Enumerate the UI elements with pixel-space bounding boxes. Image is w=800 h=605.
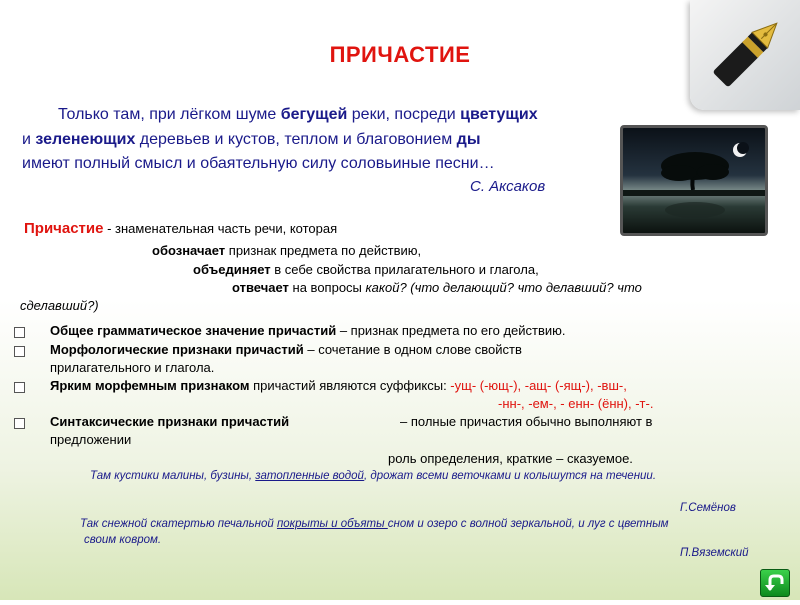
example-text: , дрожат всеми веточками и колышутся на течении.: [363, 470, 657, 482]
quote-participle: бегущей: [280, 106, 348, 123]
feature-morphological-cont: прилагательного и глагола.: [50, 360, 215, 375]
quote-author: С. Аксаков: [470, 178, 546, 195]
checkbox-bullet-icon: [14, 327, 25, 338]
definition-intro: - знаменательная часть речи, которая: [103, 221, 338, 236]
definition-keyword: отвечает: [232, 280, 289, 295]
feature-text: причастий являются суффиксы:: [249, 378, 451, 393]
quote-text: реки, посреди: [347, 106, 461, 123]
feature-text: – сочетание в одном слове свойств: [303, 342, 522, 357]
example-participle: покрыты и объяты: [276, 518, 388, 530]
definition-line-1: [152, 243, 421, 258]
quote-participle: цветущих: [460, 106, 538, 123]
definition-text: признак предмета по действию,: [225, 243, 422, 258]
night-landscape-image: [620, 125, 768, 236]
definition-text: в себе свойства прилагательного и глагола,: [270, 262, 539, 277]
suffix-list: -ущ- (-ющ-), -ащ- (-ящ-), -вш-,: [450, 378, 627, 393]
definition-text: на вопросы: [288, 280, 366, 295]
return-arrow-icon[interactable]: [760, 569, 790, 597]
feature-heading: Ярким морфемным признаком: [50, 378, 250, 393]
definition-questions: сделавший?): [20, 298, 99, 313]
feature-morphemic: [50, 378, 627, 393]
feature-morphological: [50, 342, 522, 357]
feature-heading: Синтаксические признаки причастий: [50, 414, 290, 429]
quote-line-2: [22, 131, 481, 149]
quote-text: деревьев и кустов, теплом и благовонием: [135, 131, 457, 148]
slide-title: ПРИЧАСТИЕ: [329, 42, 471, 67]
quote-text: Только там, при лёгком шуме: [58, 106, 281, 123]
feature-heading: Общее грамматическое значение причастий: [50, 323, 337, 338]
suffix-list-cont: -нн-, -ем-, - енн- (ённ), -т-.: [498, 396, 654, 411]
definition-keyword: обозначает: [152, 243, 226, 258]
definition-term: Причастие: [24, 220, 104, 237]
definition-line-2: [193, 262, 539, 277]
example-text: сном и озеро с волной зеркальной, и луг с цветным: [387, 518, 669, 530]
quote-line-1: [58, 106, 538, 124]
example-2-author: П.Вяземский: [680, 547, 749, 559]
quote-line-3: имеют полный смысл и обаятельную силу соловьиные песни…: [22, 155, 495, 172]
example-1: [90, 470, 656, 482]
example-text: Там кустики малины, бузины,: [90, 470, 256, 482]
example-participle: затопленные водой: [255, 470, 364, 482]
checkbox-bullet-icon: [14, 382, 25, 393]
definition-questions: какой? (что делающий? что делавший? что: [365, 280, 642, 295]
definition-keyword: объединяет: [193, 262, 271, 277]
feature-syntactic: [50, 414, 289, 429]
example-2: [80, 518, 669, 530]
feature-heading: Морфологические признаки причастий: [50, 342, 304, 357]
example-1-author: Г.Семёнов: [680, 502, 736, 514]
checkbox-bullet-icon: [14, 418, 25, 429]
quote-participle: зеленеющих: [35, 131, 136, 148]
quote-participle: ды: [456, 131, 481, 148]
definition-line-4: [20, 298, 99, 313]
checkbox-bullet-icon: [14, 346, 25, 357]
feature-syntactic-cont: предложении: [50, 432, 132, 447]
feature-grammatical: [50, 323, 566, 338]
example-text: Так снежной скатертью печальной: [80, 518, 277, 530]
quote-text: и: [22, 131, 36, 148]
feature-text: – признак предмета по его действию.: [336, 323, 566, 338]
definition-heading: [24, 220, 337, 237]
feature-syntactic-text: – полные причастия обычно выполняют в: [400, 414, 653, 429]
definition-line-3: [232, 280, 642, 295]
example-2-cont: своим ковром.: [84, 534, 162, 546]
feature-syntactic-role: роль определения, краткие – сказуемое.: [388, 451, 633, 466]
